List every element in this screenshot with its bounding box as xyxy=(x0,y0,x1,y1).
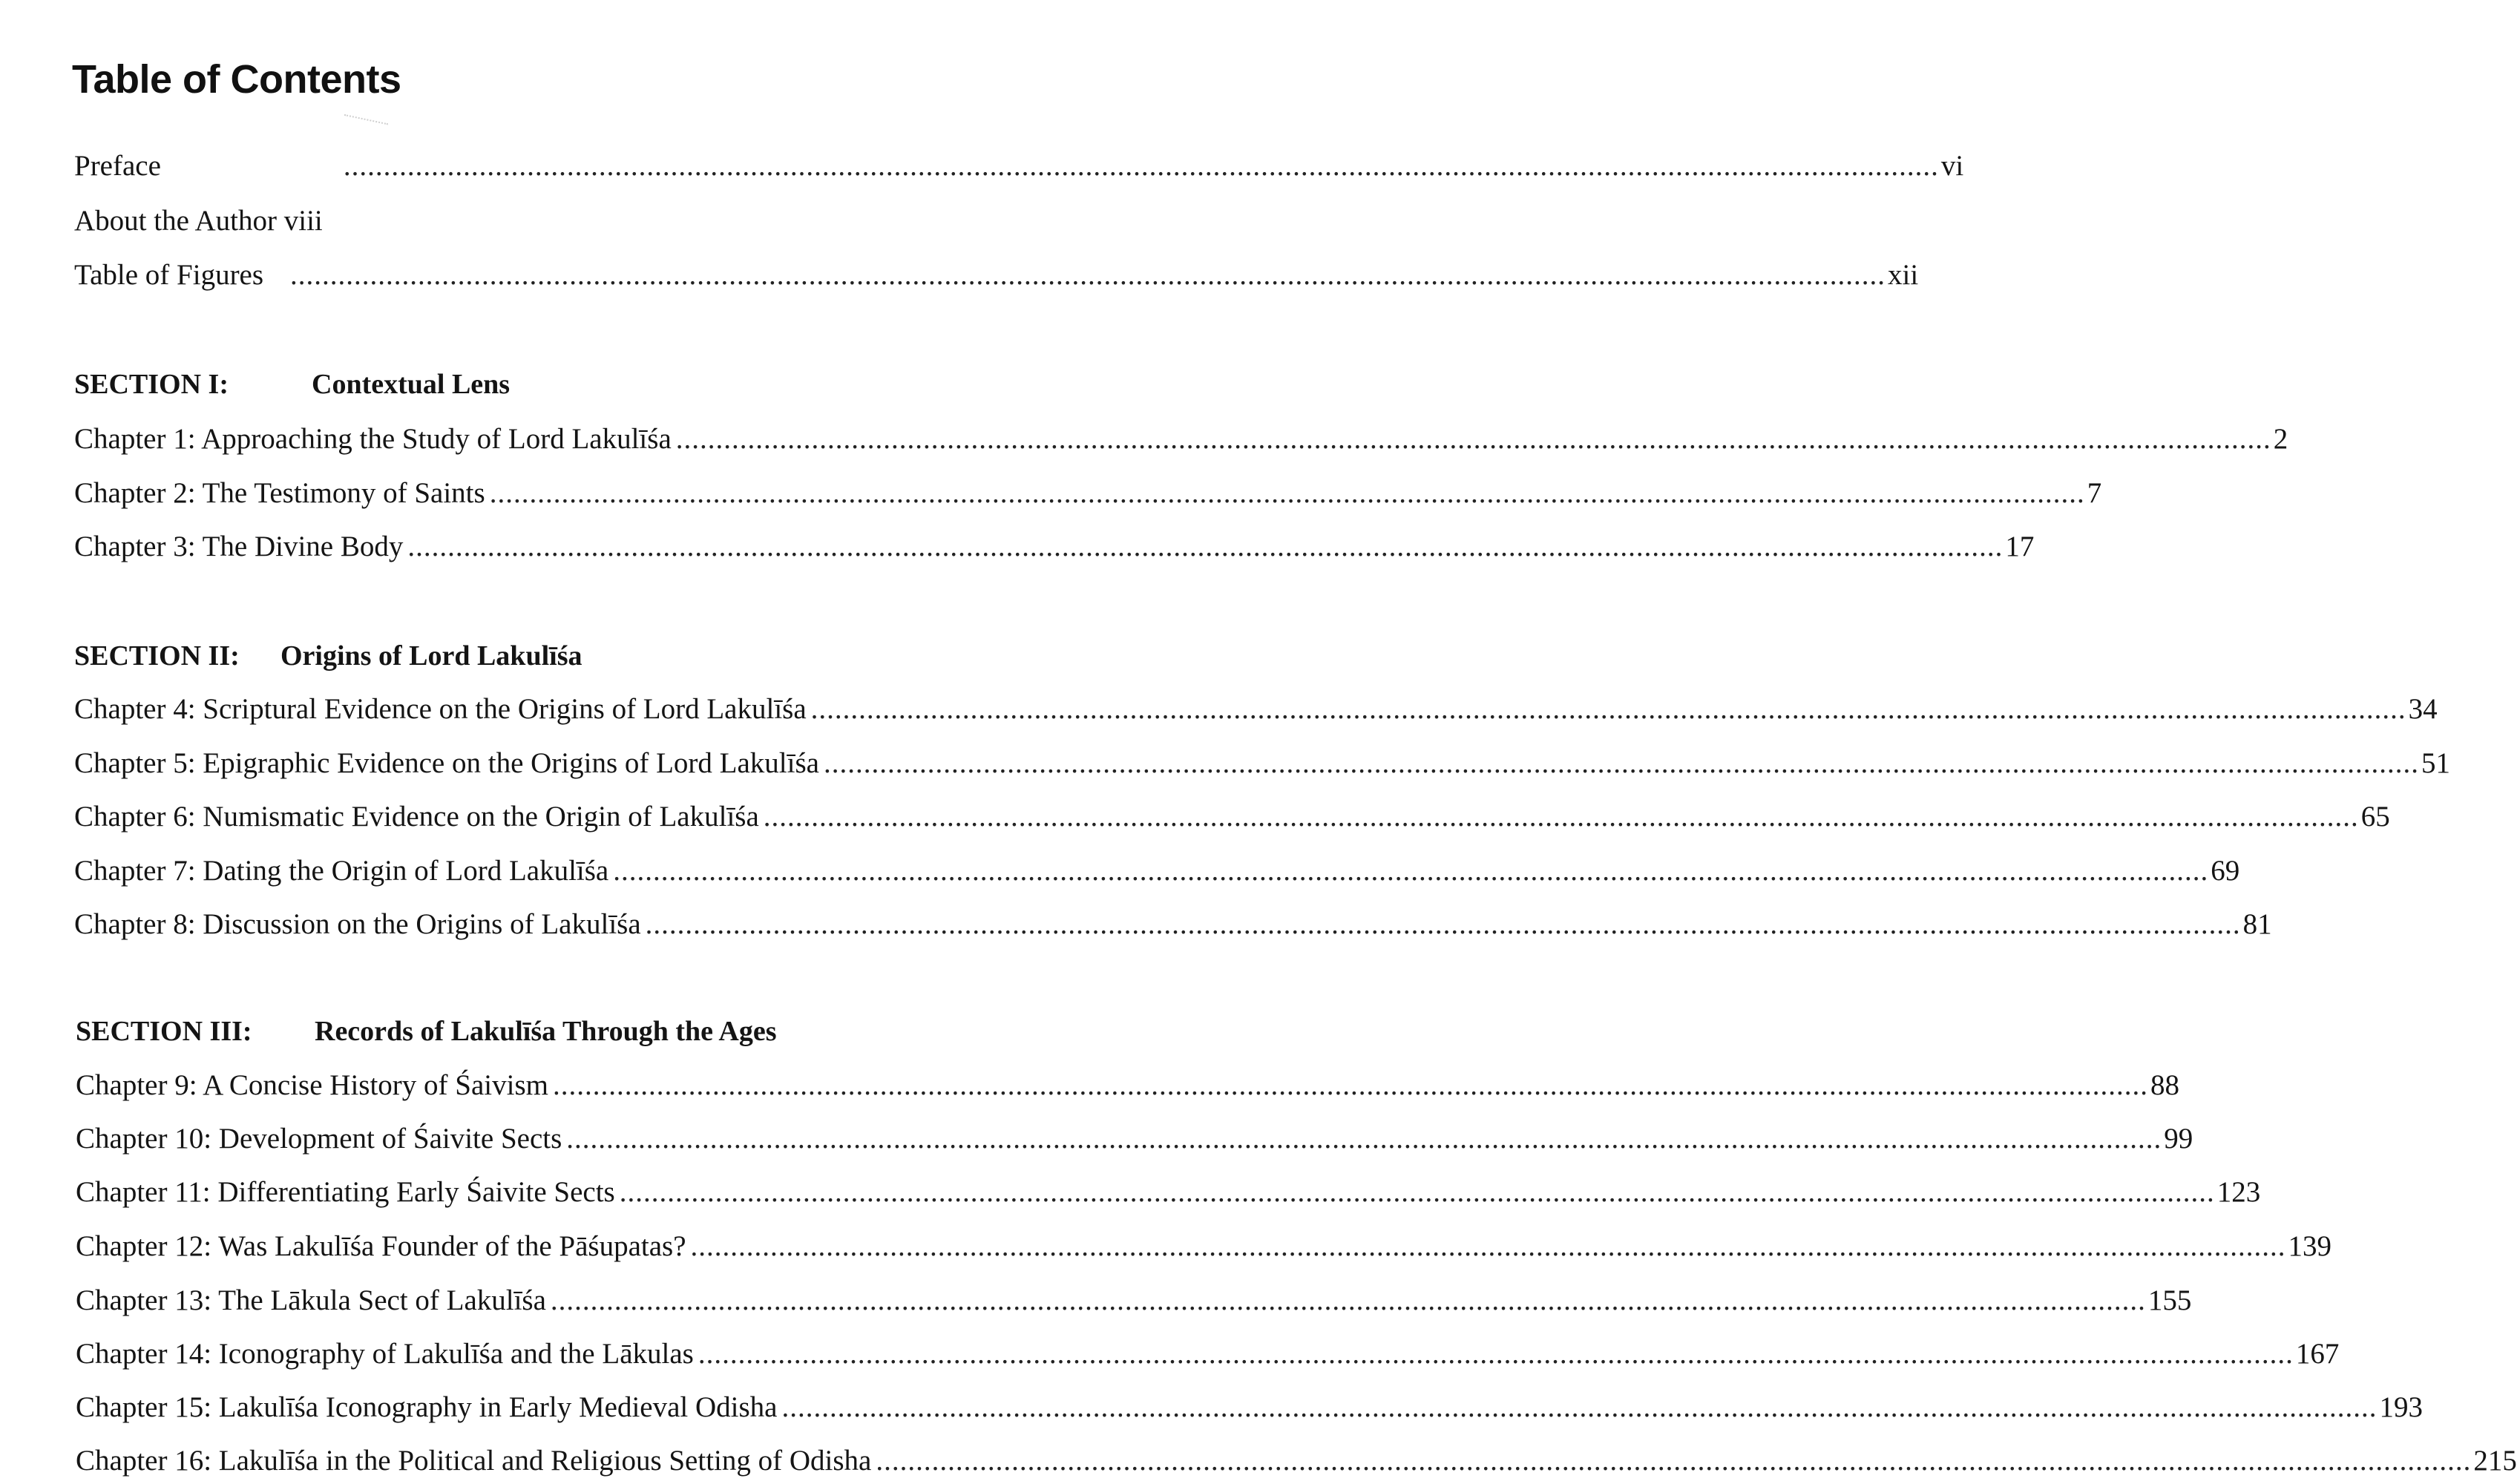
toc-entry-about-author[interactable] xyxy=(74,202,1033,240)
toc-entry-page: xii xyxy=(1888,259,1919,291)
toc-entry-label: Chapter 7: Dating the Origin of Lord Lakulīśa xyxy=(74,855,609,887)
toc-entry-preface[interactable] xyxy=(74,147,1964,186)
dot-leader: ........................................................................................................................................................................................................ xyxy=(823,747,2419,779)
dot-leader: ........................................................................................................................................................................................................ xyxy=(619,1176,2215,1208)
dot-leader: ........................................................................................................................................................................................................ xyxy=(876,1445,2472,1477)
toc-entry-table-of-figures[interactable] xyxy=(74,256,1919,295)
toc-entry-label: Chapter 10: Development of Śaivite Sects xyxy=(76,1123,562,1155)
dot-leader: ........................................................................................................................................................................................................ xyxy=(645,908,2241,940)
dot-leader: ........................................................................................................................................................................................................ xyxy=(489,477,2085,509)
toc-entry-page: 193 xyxy=(2379,1391,2423,1423)
dot-leader: ........................................................................................................................................................................................................ xyxy=(552,1069,2148,1101)
toc-entry-chapter-9[interactable] xyxy=(76,1066,2179,1105)
dot-leader: ........................................................................................................................................................................................................ xyxy=(781,1391,2377,1423)
toc-entry-chapter-2[interactable] xyxy=(74,474,2102,513)
toc-entry-label: Chapter 16: Lakulīśa in the Political and Religious Setting of Odisha xyxy=(76,1445,872,1477)
dot-leader: ........................................................................................................................................................................................................ xyxy=(613,855,2209,887)
toc-entry-label: Chapter 4: Scriptural Evidence on the Origins of Lord Lakulīśa xyxy=(74,693,807,725)
toc-entry-chapter-12[interactable] xyxy=(76,1227,2332,1266)
toc-entry-chapter-15[interactable] xyxy=(76,1388,2423,1427)
toc-entry-page: vi xyxy=(1940,150,1964,182)
dot-leader: ........................................................................................................................................................................................................ xyxy=(763,801,2359,833)
toc-entry-label: Chapter 2: The Testimony of Saints xyxy=(74,477,485,509)
toc-entry-label: About the Author viii xyxy=(74,205,323,237)
toc-entry-label: Preface xyxy=(74,150,161,182)
section-number: SECTION II: xyxy=(74,640,240,672)
section-number: SECTION III: xyxy=(76,1016,252,1047)
dot-leader: ........................................................................................................................................................................................................ xyxy=(566,1123,2162,1155)
section-heading-2 xyxy=(74,637,582,675)
toc-entry-chapter-6[interactable] xyxy=(74,798,2390,836)
toc-entry-label: Table of Figures xyxy=(74,259,264,291)
toc-entry-label: Chapter 15: Lakulīśa Iconography in Early Medieval Odisha xyxy=(76,1391,778,1423)
toc-entry-page: 81 xyxy=(2242,908,2272,940)
toc-entry-page: 2 xyxy=(2273,423,2288,455)
toc-entry-page: 155 xyxy=(2147,1284,2192,1316)
dot-leader: ........................................................................................................................................................................................................ xyxy=(407,531,2004,562)
toc-entry-page: 139 xyxy=(2288,1230,2332,1262)
toc-entry-page: 65 xyxy=(2360,801,2390,833)
toc-entry-page: 167 xyxy=(2295,1338,2340,1370)
section-heading-1 xyxy=(74,365,510,404)
toc-entry-chapter-1[interactable] xyxy=(74,420,2288,459)
toc-entry-chapter-13[interactable] xyxy=(76,1281,2192,1320)
dot-leader: ........................................................................................................................................................................................................ xyxy=(690,1230,2286,1262)
dot-leader: ........................................................................................................................................................................................................ xyxy=(810,693,2406,725)
toc-entry-chapter-14[interactable] xyxy=(76,1335,2340,1373)
toc-entry-label: Chapter 1: Approaching the Study of Lord Lakulīśa xyxy=(74,423,672,455)
dot-leader: ........................................................................................................................................................................................................ xyxy=(550,1284,2146,1316)
section-title: Records of Lakulīśa Through the Ages xyxy=(315,1016,777,1047)
toc-entry-page: 69 xyxy=(2211,855,2240,887)
scan-smudge xyxy=(342,114,388,135)
toc-entry-label: Chapter 3: The Divine Body xyxy=(74,531,404,562)
toc-entry-page: 215 xyxy=(2473,1445,2517,1477)
toc-entry-page: 51 xyxy=(2421,747,2450,779)
toc-entry-page: 123 xyxy=(2216,1176,2261,1208)
toc-entry-chapter-10[interactable] xyxy=(76,1120,2193,1158)
toc-entry-label: Chapter 8: Discussion on the Origins of Lakulīśa xyxy=(74,908,641,940)
dot-leader: ........................................................................................................................................................................................................ xyxy=(290,259,1886,291)
page-title: Table of Contents xyxy=(72,57,401,102)
toc-entry-page: 34 xyxy=(2408,693,2438,725)
toc-entry-chapter-4[interactable] xyxy=(74,690,2438,729)
section-title: Origins of Lord Lakulīśa xyxy=(280,640,583,672)
toc-entry-chapter-7[interactable] xyxy=(74,852,2240,890)
toc-entry-chapter-16[interactable] xyxy=(76,1442,2517,1480)
toc-entry-chapter-11[interactable] xyxy=(76,1173,2261,1212)
section-title: Contextual Lens xyxy=(312,369,511,400)
toc-entry-label: Chapter 5: Epigraphic Evidence on the Origins of Lord Lakulīśa xyxy=(74,747,819,779)
toc-entry-label: Chapter 14: Iconography of Lakulīśa and the Lākulas xyxy=(76,1338,694,1370)
toc-entry-page: 88 xyxy=(2150,1069,2179,1101)
toc-entry-chapter-8[interactable] xyxy=(74,905,2272,944)
section-heading-3 xyxy=(76,1012,777,1051)
dot-leader: ........................................................................................................................................................................................................ xyxy=(698,1338,2294,1370)
dot-leader: ........................................................................................................................................................................................................ xyxy=(675,423,2271,455)
toc-entry-chapter-5[interactable] xyxy=(74,744,2450,783)
toc-entry-label: Chapter 9: A Concise History of Śaivism xyxy=(76,1069,548,1101)
toc-entry-chapter-3[interactable] xyxy=(74,528,2035,566)
toc-entry-page: 99 xyxy=(2164,1123,2193,1155)
toc-entry-label: Chapter 13: The Lākula Sect of Lakulīśa xyxy=(76,1284,546,1316)
toc-entry-page: 7 xyxy=(2087,477,2102,509)
toc-entry-label: Chapter 6: Numismatic Evidence on the Origin of Lakulīśa xyxy=(74,801,759,833)
toc-entry-page: 17 xyxy=(2005,531,2035,562)
section-number: SECTION I: xyxy=(74,369,229,400)
dot-leader: ........................................................................................................................................................................................................ xyxy=(343,150,1939,182)
toc-entry-label: Chapter 12: Was Lakulīśa Founder of the Pāśupatas? xyxy=(76,1230,686,1262)
toc-entry-label: Chapter 11: Differentiating Early Śaivite Sects xyxy=(76,1176,615,1208)
